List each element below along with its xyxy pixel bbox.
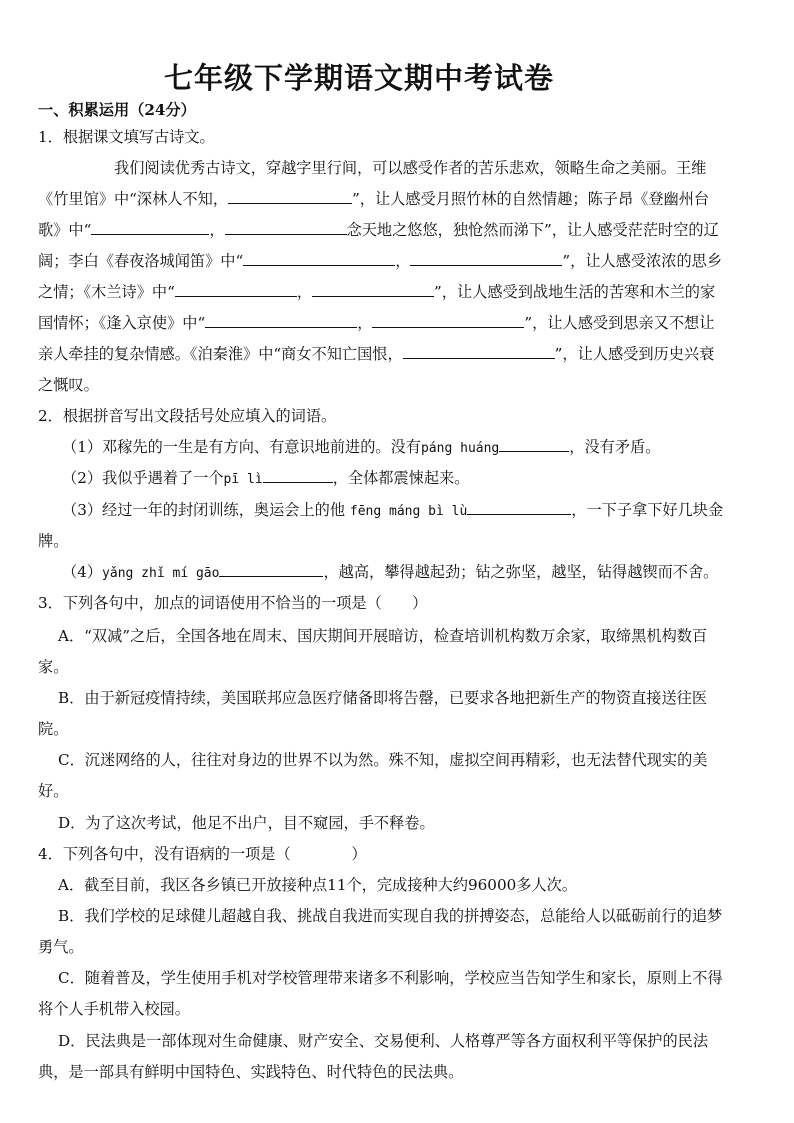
answer-blank[interactable] xyxy=(403,344,555,359)
q1-text-line: 阔；李白《春夜洛城闻笛》中“ ， ”，让人感受浓浓的思乡 xyxy=(38,252,723,270)
answer-blank[interactable] xyxy=(410,251,562,266)
question-4-heading: 4．下列各句中，没有语病的一项是（ ） xyxy=(38,845,367,863)
q3-option-b: B．由于新冠疫情持续，美国联邦应急医疗储备即将告罄，已要求各地把新生产的物资直接送往医 xyxy=(58,689,708,707)
pinyin: páng huáng xyxy=(420,441,500,456)
q1-text-line: 《竹里馆》中“深林人不知， ”，让人感受月照竹林的自然情趣；陈子昂《登幽州台 xyxy=(38,190,710,208)
question-3-heading: 3．下列各句中，加点的词语使用不恰当的一项是（ ） xyxy=(38,594,428,612)
q3-option-a: A．“双减”之后，全国各地在周末、国庆期间开展暗访，检查培训机构数万余家，取缔黑机构数百 xyxy=(58,627,708,645)
q3-option-d: D．为了这次考试，他足不出户，目不窥园，手不释卷。 xyxy=(58,814,435,832)
q1-text-line: 之慨叹。 xyxy=(38,376,99,394)
section-heading: 一、积累运用（24分） xyxy=(38,101,196,119)
q1-text-line: 之情；《木兰诗》中“ ， ”，让人感受到战地生活的苦寒和木兰的家 xyxy=(38,283,716,301)
q4-option-b-cont: 勇气。 xyxy=(38,938,84,956)
q2-item-3: （3）经过一年的封闭训练，奥运会上的他 fēng máng bì lù ，一下子拿下好几块金 xyxy=(62,501,724,519)
answer-blank[interactable] xyxy=(225,220,347,235)
answer-blank[interactable] xyxy=(219,562,323,577)
answer-blank[interactable] xyxy=(312,282,434,297)
q1-text-line: 亲人牵挂的复杂情感。《泊秦淮》中“商女不知亡国恨， ”，让人感受到历史兴衰 xyxy=(38,345,715,363)
answer-blank[interactable] xyxy=(263,468,333,483)
question-2-heading: 2．根据拼音写出文段括号处应填入的词语。 xyxy=(38,407,337,425)
answer-blank[interactable] xyxy=(372,313,524,328)
q1-text-line: 歌》中“ ， 念天地之悠悠，独怆然而涕下”，让人感受茫茫时空的辽 xyxy=(38,221,719,239)
q2-item-1: （1）邓稼先的一生是有方向、有意识地前进的。没有páng huáng ，没有矛盾。 xyxy=(62,438,661,456)
q4-option-d: D．民法典是一部体现对生命健康、财产安全、交易便利、人格尊严等各方面权利平等保护的民法 xyxy=(58,1032,709,1050)
q3-option-c-cont: 好。 xyxy=(38,782,69,800)
q4-option-b: B．我们学校的足球健儿超越自我、挑战自我进而实现自我的拼搏姿态，总能给人以砥砺前行的追梦 xyxy=(58,907,723,925)
q4-option-d-cont: 典，是一部具有鲜明中国特色、实践特色、时代特色的民法典。 xyxy=(38,1063,464,1081)
answer-blank[interactable] xyxy=(228,189,352,204)
answer-blank[interactable] xyxy=(205,313,357,328)
answer-blank[interactable] xyxy=(499,437,569,452)
pinyin: yǎng zhǐ mí gāo xyxy=(102,566,220,581)
q3-option-a-cont: 家。 xyxy=(38,658,69,676)
q4-option-a: A．截至目前，我区各乡镇已开放接种点11个，完成接种大约96000多人次。 xyxy=(58,876,578,894)
q1-text-line: 国情怀；《逢入京使》中“ ， ”，让人感受到思亲又不想让 xyxy=(38,314,715,332)
answer-blank[interactable] xyxy=(175,282,297,297)
pinyin: pī lì xyxy=(223,472,263,487)
q2-item-2: （2）我似乎遇着了一个pī lì ，全体都震悚起来。 xyxy=(62,469,470,487)
q3-option-b-cont: 院。 xyxy=(38,720,69,738)
q4-option-c: C．随着普及，学生使用手机对学校管理带来诸多不利影响，学校应当告知学生和家长，原则上不得 xyxy=(58,969,723,987)
pinyin: fēng máng bì lù xyxy=(349,504,468,519)
q1-text-line: 我们阅读优秀古诗文，穿越字里行间，可以感受作者的苦乐悲欢，领略生命之美丽。王维 xyxy=(114,159,707,177)
page-title: 七年级下学期语文期中考试卷 xyxy=(163,61,554,95)
question-1-heading: 1．根据课文填写古诗文。 xyxy=(38,128,215,146)
answer-blank[interactable] xyxy=(91,220,209,235)
answer-blank[interactable] xyxy=(243,251,395,266)
q2-item-4: （4）yǎng zhǐ mí gāo ，越高，攀得越起劲；钻之弥坚，越坚，钻得越锲而不舍。 xyxy=(62,563,719,581)
q2-item-3-cont: 牌。 xyxy=(38,532,69,550)
q4-option-c-cont: 将个人手机带入校园。 xyxy=(38,1000,190,1018)
answer-blank[interactable] xyxy=(467,500,571,515)
q3-option-c: C．沉迷网络的人，往往对身边的世界不以为然。殊不知，虚拟空间再精彩，也无法替代现实的美 xyxy=(58,751,708,769)
